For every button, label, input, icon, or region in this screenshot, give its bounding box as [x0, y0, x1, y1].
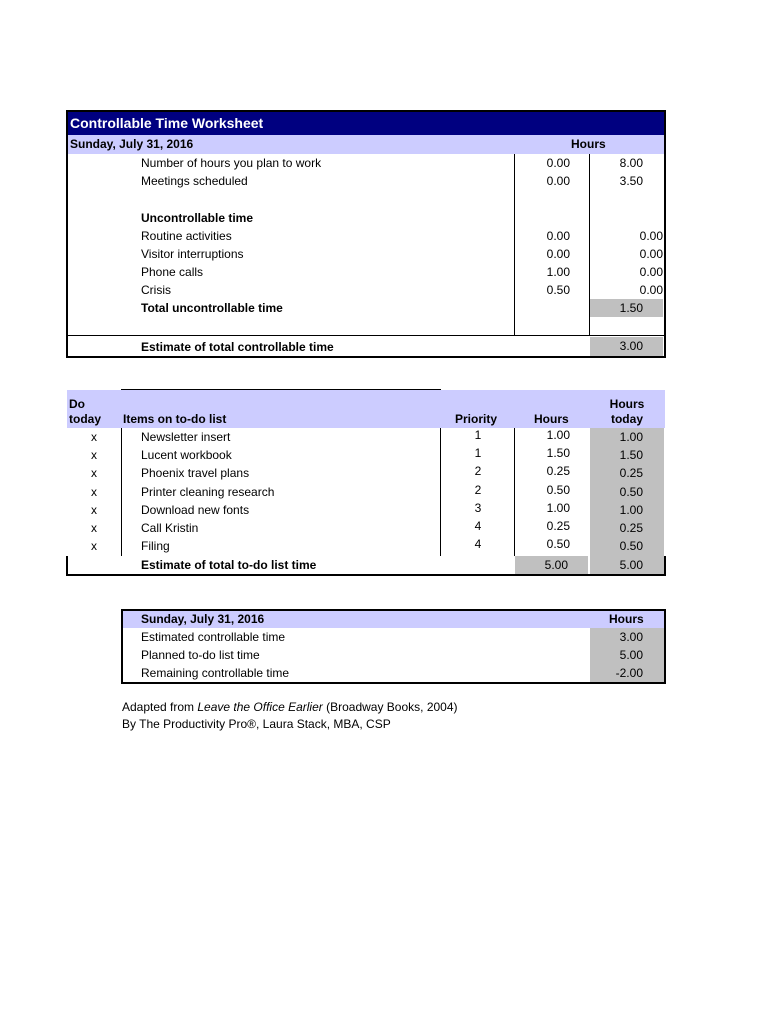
todo-header-row [67, 390, 665, 428]
col-divider-1 [514, 154, 515, 335]
todo-priority: 1 [474, 446, 482, 460]
priority-col-divider [440, 428, 441, 556]
todo-priority: 3 [474, 501, 482, 515]
todo-border-left [66, 556, 68, 576]
table-border-right [664, 110, 666, 358]
do-today-mark: x [91, 539, 97, 553]
todo-row [67, 428, 665, 446]
todo-priority: 4 [474, 519, 482, 533]
items-header: Items on to-do list [123, 412, 227, 426]
total-uncontrollable-row [67, 299, 665, 317]
summary-value: 5.00 [619, 648, 643, 662]
todo-hours-today: 1.00 [619, 503, 643, 517]
row-value-a: 1.00 [546, 265, 570, 279]
citation-line-1 [122, 699, 458, 716]
row-value-b: 3.50 [619, 174, 643, 188]
row-value-a: 0.50 [546, 283, 570, 297]
phone-row [67, 263, 665, 281]
summary-label: Estimated controllable time [141, 630, 286, 644]
col-divider-2 [589, 154, 590, 335]
row-value-a: 0.00 [546, 156, 570, 170]
citation-suffix: (Broadway Books, 2004) [322, 700, 458, 714]
priority-header: Priority [455, 412, 498, 426]
hours-header: Hours [534, 412, 569, 426]
summary-value: -2.00 [615, 666, 643, 680]
todo-row [67, 446, 665, 464]
todo-border-right [664, 556, 666, 576]
uncontrollable-header [67, 209, 665, 227]
todo-hours-today: 0.50 [619, 539, 643, 553]
row-label: Routine activities [141, 229, 232, 243]
todo-item: Download new fonts [141, 503, 250, 517]
todo-row [67, 483, 665, 501]
summary-row [122, 646, 664, 664]
todo-total-today: 5.00 [619, 558, 643, 572]
hours-col-divider [514, 428, 515, 556]
do-today-header-1: Do [69, 397, 85, 411]
crisis-row [67, 281, 665, 299]
todo-item: Filing [141, 539, 170, 553]
summary-hours-header: Hours [609, 612, 644, 626]
todo-hours: 1.50 [546, 446, 570, 460]
todo-row [67, 464, 665, 482]
todo-item: Lucent workbook [141, 448, 232, 462]
summary-label: Planned to-do list time [141, 648, 260, 662]
todo-total-label: Estimate of total to-do list time [141, 558, 317, 572]
row-value-b: 0.00 [639, 265, 663, 279]
visitor-row [67, 245, 665, 263]
row-value-b: 8.00 [619, 156, 643, 170]
estimate-controllable-value: 3.00 [590, 337, 663, 356]
row-value-a: 0.00 [546, 174, 570, 188]
date-header-row [67, 135, 665, 154]
summary-date: Sunday, July 31, 2016 [141, 612, 265, 626]
row-label: Visitor interruptions [141, 247, 244, 261]
do-today-mark: x [91, 485, 97, 499]
todo-item: Newsletter insert [141, 430, 231, 444]
todo-item: Printer cleaning research [141, 485, 275, 499]
todo-hours: 0.25 [546, 519, 570, 533]
row-value-a: 0.00 [546, 229, 570, 243]
uncontrollable-heading: Uncontrollable time [141, 211, 254, 225]
todo-total-hours: 5.00 [515, 556, 588, 575]
todo-hours-today: 0.25 [619, 466, 643, 480]
row-label: Crisis [141, 283, 171, 297]
todo-priority: 2 [474, 483, 482, 497]
summary-label: Remaining controllable time [141, 666, 290, 680]
do-today-mark: x [91, 521, 97, 535]
todo-priority: 1 [474, 428, 482, 442]
todo-hours: 0.25 [546, 464, 570, 478]
do-today-mark: x [91, 448, 97, 462]
meetings-row [67, 172, 665, 190]
todo-row [67, 519, 665, 537]
todo-border-bottom [66, 574, 666, 576]
total-uncontrollable-label: Total uncontrollable time [141, 301, 283, 315]
row-value-b: 0.00 [639, 283, 663, 297]
row-label: Number of hours you plan to work [141, 156, 322, 170]
todo-hours: 0.50 [546, 483, 570, 497]
summary-border-bottom [121, 682, 666, 684]
citation-prefix: Adapted from [122, 700, 198, 714]
routine-row [67, 227, 665, 245]
todo-row [67, 501, 665, 519]
table-border-top [66, 110, 666, 112]
row-value-b: 0.00 [639, 247, 663, 261]
plan-hours-row [67, 154, 665, 172]
table-border-bottom [66, 356, 666, 358]
summary-border-left [121, 609, 123, 684]
todo-row [67, 537, 665, 555]
todo-item: Call Kristin [141, 521, 199, 535]
row-label: Meetings scheduled [141, 174, 248, 188]
row-label: Phone calls [141, 265, 204, 279]
row-value-a: 0.00 [546, 247, 570, 261]
todo-hours: 0.50 [546, 537, 570, 551]
divider [67, 335, 665, 336]
worksheet-date: Sunday, July 31, 2016 [70, 137, 194, 151]
citation-line-2: By The Productivity Pro®, Laura Stack, MBA, CSP [122, 717, 391, 731]
do-today-mark: x [91, 430, 97, 444]
todo-hours-today: 0.50 [619, 485, 643, 499]
do-today-header-2: today [69, 412, 102, 426]
hours-column-header: Hours [571, 137, 606, 151]
summary-row [122, 664, 664, 682]
do-today-mark: x [91, 503, 97, 517]
summary-header-row [122, 610, 664, 628]
summary-border-top [121, 609, 666, 611]
todo-priority: 4 [474, 537, 482, 551]
total-uncontrollable-value: 1.50 [590, 299, 663, 317]
table-border-left [66, 110, 68, 358]
summary-row [122, 628, 664, 646]
summary-border-right [664, 609, 666, 684]
row-value-b: 0.00 [639, 229, 663, 243]
citation-book-title: Leave the Office Earlier [197, 700, 323, 714]
todo-hours-today: 0.25 [619, 521, 643, 535]
todo-priority: 2 [474, 464, 482, 478]
todo-hours: 1.00 [546, 428, 570, 442]
todo-hours: 1.00 [546, 501, 570, 515]
items-col-divider [121, 428, 122, 556]
todo-item: Phoenix travel plans [141, 466, 250, 480]
worksheet-title: Controllable Time Worksheet [70, 115, 264, 131]
estimate-controllable-row [67, 338, 665, 356]
summary-value: 3.00 [619, 630, 643, 644]
hours-today-header-1: Hours [609, 397, 645, 411]
estimate-controllable-label: Estimate of total controllable time [141, 340, 334, 354]
worksheet-title-bar [67, 111, 665, 135]
do-today-mark: x [91, 466, 97, 480]
todo-hours-today: 1.00 [619, 430, 643, 444]
todo-hours-today: 1.50 [619, 448, 643, 462]
hours-today-header-2: today [610, 412, 643, 426]
